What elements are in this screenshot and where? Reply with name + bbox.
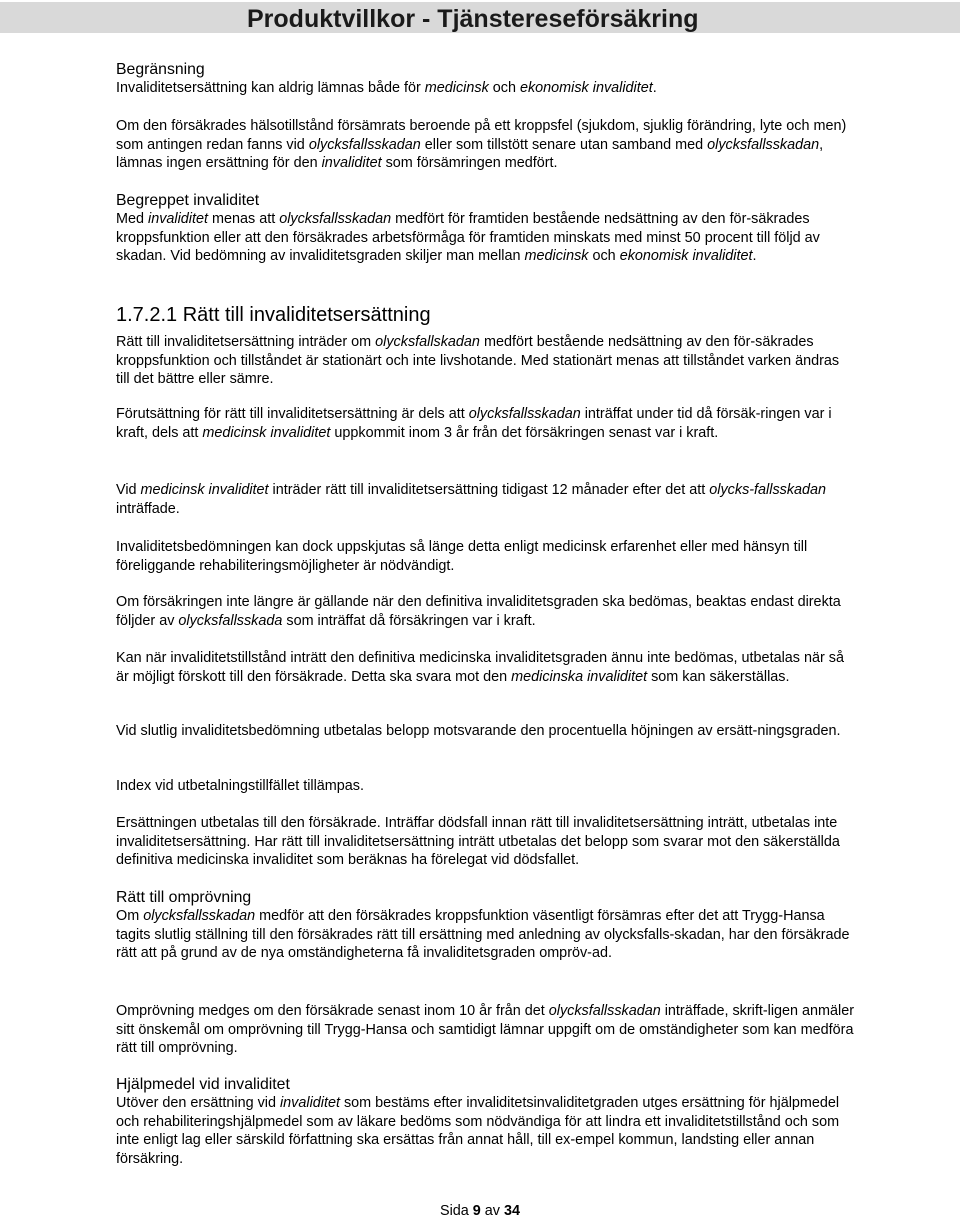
paragraph: Om försäkringen inte längre är gällande när den definitiva invaliditetsgraden ska bedömas, beaktas endast direkta följder av olycksfallsskada som inträffat då försäkringen var i kraft. xyxy=(116,594,841,629)
paragraph: Förutsättning för rätt till invaliditetsersättning är dels att olycksfallsskadan inträffat under tid då försäk-ringen var i kraft, dels att medicinsk invaliditet uppkommit inom 3 år från det försäkringen senast var i kraft. xyxy=(116,406,832,441)
section-ratt-till-omprovning xyxy=(116,888,856,963)
section-heading: Begreppet invaliditet xyxy=(116,192,260,209)
paragraph: Omprövning medges om den försäkrade senast inom 10 år från det olycksfallsskadan inträffade, skrift-ligen anmäler sitt önskemål om omprövning till Trygg-Hansa och samtidigt lämnar uppgift om de omständigheter som kan medföra rätt till omprövning. xyxy=(116,1003,855,1056)
header-bar xyxy=(0,2,960,33)
section-heading: Rätt till omprövning xyxy=(116,889,252,906)
section-heading: Begränsning xyxy=(116,61,205,78)
total-pages: 34 xyxy=(504,1203,521,1219)
paragraph: Ersättningen utbetalas till den försäkrade. Inträffar dödsfall innan rätt till invaliditetsersättning inträtt, utbetalas inte invaliditetsersättning. Har rätt till invaliditetsersättning inträtt utbetalas det belopp som svarar mot den säkerställda definitiva medicinska invaliditet som beräknas ha förelegat vid dödsfallet. xyxy=(116,815,840,868)
paragraph: Invaliditetsbedömningen kan dock uppskjutas så länge detta enligt medicinsk erfarenhet eller med hänsyn till föreliggande rehabiliteringsmöjligheter är nödvändigt. xyxy=(116,539,808,574)
paragraph: Utöver den ersättning vid invaliditet som bestäms efter invaliditetsinvaliditetgraden utges ersättning för hjälpmedel och rehabiliteringshjälpmedel som av läkare bedöms som nödvändiga för att lindra ett invaliditetstillstånd och som inte enligt lag eller särskild författning ska ersättas från annat håll, till ex-empel kommun, landsting eller annan försäkring. xyxy=(116,1095,840,1167)
page-title: Produktvillkor - Tjänstereseförsäkring xyxy=(247,5,699,33)
paragraph: Index vid utbetalningstillfället tillämpas. xyxy=(116,778,364,794)
paragraph-halsotillstand: Om den försäkrades hälsotillstånd försämrats beroende på ett kroppsfel (sjukdom, sjuklig förändring, lyte och men) som antingen redan fanns vid olycksfallsskadan eller som tillstött senare utan samband med olycksfallsskadan, lämnas ingen ersättning för den invaliditet som försämringen medfört. xyxy=(116,118,847,171)
paragraph: Invaliditetsersättning kan aldrig lämnas både för medicinsk och ekonomisk invaliditet. xyxy=(116,80,657,96)
footer-prefix: Sida xyxy=(439,1203,469,1219)
section-hjalpmedel xyxy=(116,1075,856,1168)
page-number: 9 xyxy=(472,1203,481,1219)
paragraph: Kan när invaliditetstillstånd inträtt den definitiva medicinska invaliditetsgraden ännu inte bedömas, utbetalas när så är möjligt förskott till den försäkrade. Detta ska svara mot den medicinska invaliditet som kan säkerställas. xyxy=(116,650,844,685)
paragraph: Vid medicinsk invaliditet inträder rätt till invaliditetsersättning tidigast 12 månader efter det att olycks-fallsskadan inträffade. xyxy=(116,482,827,517)
section-begreppet-invaliditet xyxy=(116,191,856,266)
footer-middle: av xyxy=(484,1203,500,1219)
paragraph: Med invaliditet menas att olycksfallsskadan medfört för framtiden bestående nedsättning av den för-säkrades kroppsfunktion eller att den försäkrades arbetsförmåga för framtiden minskats med minst 50 procent till följd av skadan. Vid bedömning av invaliditetsgraden skiljer man mellan medicinsk och ekonomisk invaliditet. xyxy=(116,211,820,264)
section-heading-ratt-till-invaliditetsersattning: 1.7.2.1 Rätt till invaliditetsersättning xyxy=(116,304,431,326)
paragraph: Om olycksfallsskadan medför att den försäkrades kroppsfunktion väsentligt försämras efter det att Trygg-Hansa tagits slutlig ställning till den försäkrades rätt till ersättning med anledning av olycksfalls-skadan, har den försäkrade rätt att på grund av de nya omständigheterna få invaliditetsgraden ompröv-ad. xyxy=(116,908,850,961)
paragraph: Vid slutlig invaliditetsbedömning utbetalas belopp motsvarande den procentuella höjningen av ersätt-ningsgraden. xyxy=(116,723,841,739)
section-heading: Hjälpmedel vid invaliditet xyxy=(116,1076,290,1093)
page-footer xyxy=(0,1203,960,1219)
paragraph: Rätt till invaliditetsersättning inträder om olycksfallskadan medfört bestående nedsättning av den för-säkrades kroppsfunktion och tillståndet är stationärt och inte livshotande. Med stationärt menas att tillståndet varken ändras till det bättre eller sämre. xyxy=(116,334,840,387)
section-begransning xyxy=(116,60,856,98)
